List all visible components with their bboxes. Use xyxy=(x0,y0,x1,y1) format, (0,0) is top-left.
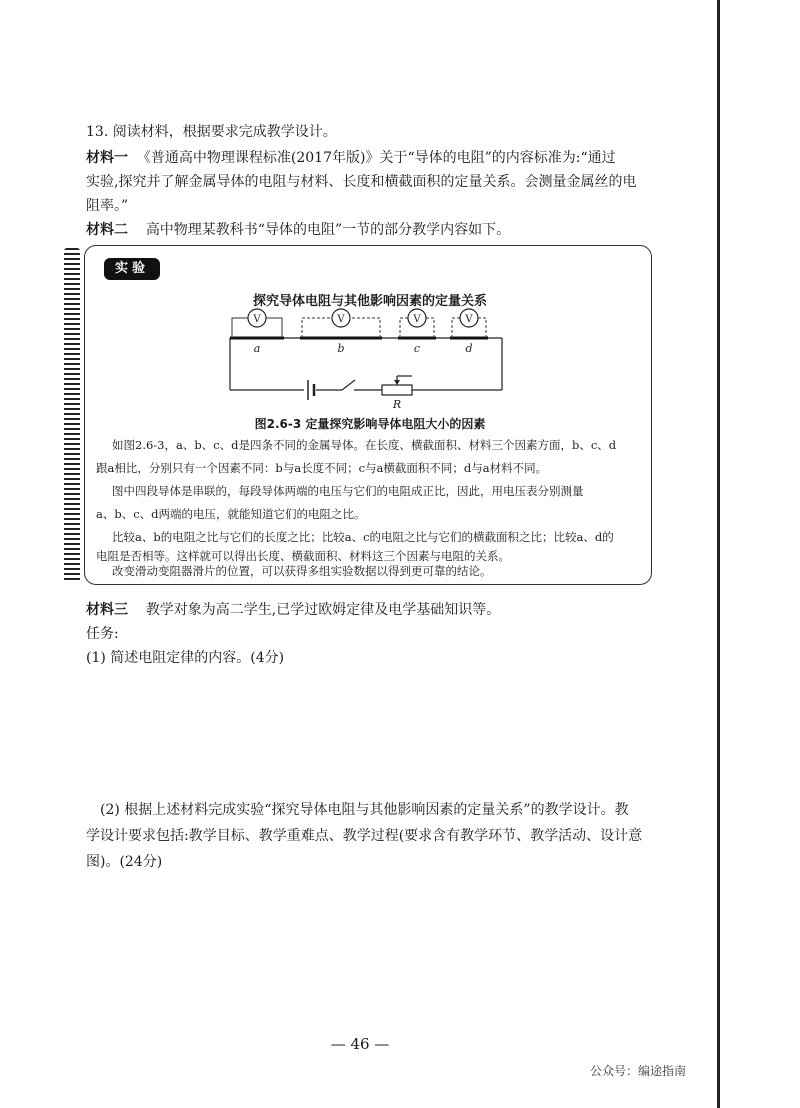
task-one: (1) 简述电阻定律的内容。(4分) xyxy=(86,650,285,666)
material-one-line2: 实验,探究并了解金属导体的电阻与材料、长度和横截面积的定量关系。会测量金属丝的电 xyxy=(86,174,637,190)
material-two-line xyxy=(86,220,686,240)
conductor-d-label: d xyxy=(465,342,473,355)
conductor-a-label: a xyxy=(253,342,261,355)
circuit-diagram xyxy=(222,300,522,412)
material-three-text: 教学对象为高二学生,已学过欧姆定律及电学基础知识等。 xyxy=(145,602,501,618)
figure-caption: 图2.6-3 定量探究影响导体电阻大小的因素 xyxy=(254,417,486,431)
task-two-line3: 图)。(24分) xyxy=(86,854,163,870)
material-two-label: 材料二 xyxy=(86,222,128,238)
material-three-line xyxy=(86,600,686,620)
material-three-label: 材料三 xyxy=(86,602,128,618)
textbook-paragraph-line: 如图2.6-3，a、b、c、d是四条不同的金属导体。在长度、横截面积、材料三个因素方面，b、c、d xyxy=(112,438,617,452)
watermark: 公众号：编途指南 xyxy=(590,1064,687,1078)
conductor-b-label: b xyxy=(337,342,345,355)
notebook-spiral xyxy=(64,248,80,582)
task-two-line1: (2) 根据上述材料完成实验“探究导体电阻与其他影响因素的定量关系”的教学设计。教 xyxy=(100,802,629,818)
material-two-text: 高中物理某教科书“导体的电阻”一节的部分教学内容如下。 xyxy=(145,222,511,238)
material-one-label: 材料一 xyxy=(86,150,128,166)
task-label: 任务: xyxy=(86,626,119,642)
experiment-title: 探究导体电阻与其他影响因素的定量关系 xyxy=(252,294,487,309)
textbook-paragraph-line: 图中四段导体是串联的，每段导体两端的电压与它们的电阻成正比，因此，用电压表分别测量 xyxy=(112,484,584,498)
resistor-label: R xyxy=(392,398,402,411)
voltmeter-d-label: V xyxy=(465,314,473,325)
experiment-tag: 实验 xyxy=(104,258,160,280)
question-stem: 13. 阅读材料，根据要求完成教学设计。 xyxy=(86,124,337,140)
task-two-line2: 学设计要求包括:教学目标、教学重难点、教学过程(要求含有教学环节、教学活动、设计意 xyxy=(86,828,643,844)
material-one-line1 xyxy=(86,148,686,168)
textbook-paragraph-line: 改变滑动变阻器滑片的位置，可以获得多组实验数据以得到更可靠的结论。 xyxy=(112,564,492,578)
material-one-line3: 阻率。” xyxy=(86,198,129,214)
page-number: — 46 — xyxy=(330,1035,390,1053)
conductor-c-label: c xyxy=(413,342,421,355)
voltmeter-a-label: V xyxy=(253,314,261,325)
textbook-paragraph-line: 电阻是否相等。这样就可以得出长度、横截面积、材料这三个因素与电阻的关系。 xyxy=(96,549,510,563)
voltmeter-b-label: V xyxy=(337,314,345,325)
voltmeter-c-label: V xyxy=(413,314,421,325)
page-edge-line xyxy=(717,0,720,1108)
textbook-paragraph-line: a、b、c、d两端的电压，就能知道它们的电阻之比。 xyxy=(96,507,366,521)
textbook-paragraph-line: 比较a、b的电阻之比与它们的长度之比；比较a、c的电阻之比与它们的横截面积之比；比较a、d的 xyxy=(112,530,614,544)
material-one-text: 《普通高中物理课程标准(2017年版)》关于“导体的电阻”的内容标准为:“通过 xyxy=(136,150,616,166)
textbook-paragraph-line: 跟a相比，分别只有一个因素不同：b与a长度不同；c与a横截面积不同；d与a材料不同。 xyxy=(96,461,548,475)
